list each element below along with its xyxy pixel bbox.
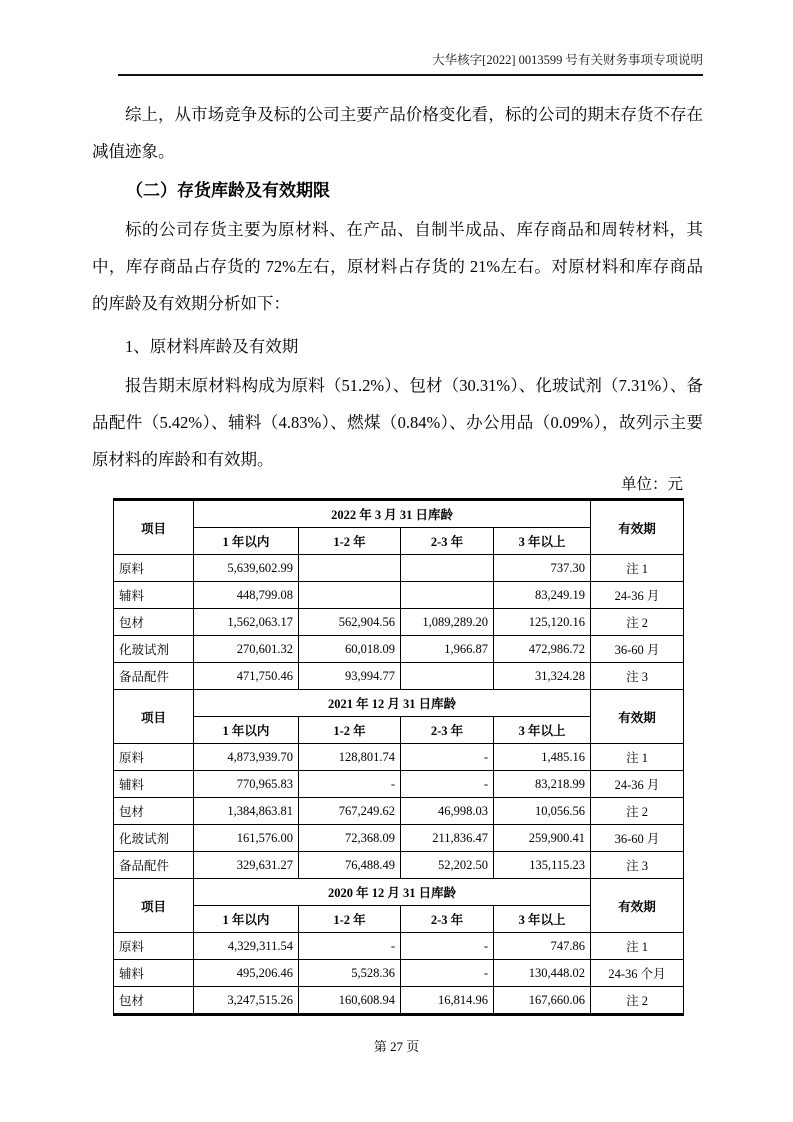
table-row: [114, 960, 684, 987]
content-area: [92, 76, 703, 1016]
cell-age-2-3: 16,814.96: [401, 987, 494, 1015]
cell-age-under1: 329,631.27: [194, 852, 299, 879]
cell-validity: 24-36 月: [591, 771, 684, 798]
cell-item: 备品配件: [114, 663, 194, 690]
cell-age-1-2: 76,488.49: [299, 852, 401, 879]
cell-age-over3: 747.86: [494, 933, 591, 960]
col-header-age-under1: 1 年以内: [194, 528, 299, 555]
table-row: [114, 555, 684, 582]
table-row: [114, 636, 684, 663]
cell-age-over3: 83,218.99: [494, 771, 591, 798]
col-header-item: 项目: [114, 500, 194, 555]
cell-item: 辅料: [114, 960, 194, 987]
cell-age-under1: 270,601.32: [194, 636, 299, 663]
table-row: [114, 663, 684, 690]
table-row: [114, 825, 684, 852]
header-doc-ref: 大华核字[2022] 0013599 号有关财务事项专项说明: [432, 53, 703, 67]
cell-age-2-3: 52,202.50: [401, 852, 494, 879]
subsection-heading: 1、原材料库龄及有效期: [125, 337, 299, 356]
cell-validity: 注 1: [591, 744, 684, 771]
footer-page-number: 第 27 页: [373, 1039, 420, 1054]
col-header-validity: 有效期: [591, 500, 684, 555]
cell-age-over3: 125,120.16: [494, 609, 591, 636]
cell-item: 辅料: [114, 582, 194, 609]
cell-age-under1: 770,965.83: [194, 771, 299, 798]
col-header-validity: 有效期: [591, 879, 684, 933]
cell-age-under1: 495,206.46: [194, 960, 299, 987]
cell-age-over3: 472,986.72: [494, 636, 591, 663]
cell-age-under1: 161,576.00: [194, 825, 299, 852]
col-header-age-over3: 3 年以上: [494, 717, 591, 744]
cell-validity: 注 1: [591, 555, 684, 582]
table-row: [114, 609, 684, 636]
table-row: [114, 852, 684, 879]
cell-age-over3: 1,485.16: [494, 744, 591, 771]
cell-age-under1: 4,873,939.70: [194, 744, 299, 771]
cell-validity: 注 3: [591, 663, 684, 690]
table-header-row: [114, 879, 684, 906]
table-row: [114, 987, 684, 1015]
cell-age-2-3: -: [401, 960, 494, 987]
cell-age-1-2: 72,368.09: [299, 825, 401, 852]
paragraph-composition: 报告期末原材料构成为原料（51.2%）、包材（30.31%）、化玻试剂（7.31%）、备品配件（5.42%）、辅料（4.83%）、燃煤（0.84%）、办公用品（0.09%），故列示主要原材料的库龄和有效期。: [92, 376, 703, 469]
col-header-validity: 有效期: [591, 690, 684, 744]
cell-age-1-2: [299, 555, 401, 582]
cell-age-1-2: 562,904.56: [299, 609, 401, 636]
table-row: [114, 933, 684, 960]
cell-age-2-3: 1,966.87: [401, 636, 494, 663]
cell-item: 原料: [114, 744, 194, 771]
cell-age-2-3: -: [401, 744, 494, 771]
cell-age-over3: 10,056.56: [494, 798, 591, 825]
table-wrapper: [113, 498, 703, 1016]
cell-age-under1: 1,562,063.17: [194, 609, 299, 636]
section-title-2021: 2021 年 12 月 31 日库龄: [194, 690, 591, 717]
cell-age-over3: 83,249.19: [494, 582, 591, 609]
table-row: [114, 798, 684, 825]
cell-age-2-3: [401, 663, 494, 690]
cell-age-1-2: 60,018.09: [299, 636, 401, 663]
cell-age-over3: 31,324.28: [494, 663, 591, 690]
cell-age-1-2: 767,249.62: [299, 798, 401, 825]
cell-age-2-3: 46,998.03: [401, 798, 494, 825]
col-header-item: 项目: [114, 690, 194, 744]
unit-label: 单位：元: [620, 476, 683, 493]
table-header-row: [114, 500, 684, 528]
section-heading: （二）存货库龄及有效期限: [126, 181, 330, 200]
section-title-2022: 2022 年 3 月 31 日库龄: [194, 500, 591, 528]
cell-age-over3: 135,115.23: [494, 852, 591, 879]
cell-item: 包材: [114, 609, 194, 636]
cell-age-2-3: [401, 555, 494, 582]
table-row: [114, 771, 684, 798]
cell-age-1-2: 93,994.77: [299, 663, 401, 690]
cell-age-2-3: [401, 582, 494, 609]
inventory-age-table: [113, 498, 684, 1016]
cell-validity: 24-36 个月: [591, 960, 684, 987]
cell-validity: 注 2: [591, 987, 684, 1015]
cell-age-over3: 167,660.06: [494, 987, 591, 1015]
col-header-age-over3: 3 年以上: [494, 528, 591, 555]
paragraph-summary: 综上，从市场竞争及标的公司主要产品价格变化看，标的公司的期末存货不存在减值迹象。: [92, 105, 703, 161]
cell-age-1-2: -: [299, 771, 401, 798]
cell-age-over3: 130,448.02: [494, 960, 591, 987]
cell-age-2-3: 1,089,289.20: [401, 609, 494, 636]
cell-age-over3: 737.30: [494, 555, 591, 582]
table-header-row: [114, 690, 684, 717]
cell-validity: 36-60 月: [591, 825, 684, 852]
col-header-age-1-2: 1-2 年: [299, 528, 401, 555]
cell-item: 原料: [114, 933, 194, 960]
cell-validity: 注 1: [591, 933, 684, 960]
cell-validity: 注 3: [591, 852, 684, 879]
cell-age-over3: 259,900.41: [494, 825, 591, 852]
cell-age-under1: 4,329,311.54: [194, 933, 299, 960]
cell-age-2-3: -: [401, 771, 494, 798]
cell-item: 辅料: [114, 771, 194, 798]
table-row: [114, 744, 684, 771]
col-header-item: 项目: [114, 879, 194, 933]
cell-age-1-2: -: [299, 933, 401, 960]
cell-validity: 注 2: [591, 609, 684, 636]
cell-validity: 36-60 月: [591, 636, 684, 663]
table-row: [114, 582, 684, 609]
cell-age-2-3: 211,836.47: [401, 825, 494, 852]
col-header-age-under1: 1 年以内: [194, 717, 299, 744]
col-header-age-2-3: 2-3 年: [401, 717, 494, 744]
cell-validity: 24-36 月: [591, 582, 684, 609]
cell-item: 包材: [114, 798, 194, 825]
col-header-age-under1: 1 年以内: [194, 906, 299, 933]
cell-age-under1: 3,247,515.26: [194, 987, 299, 1015]
cell-age-under1: 5,639,602.99: [194, 555, 299, 582]
col-header-age-1-2: 1-2 年: [299, 906, 401, 933]
col-header-age-over3: 3 年以上: [494, 906, 591, 933]
col-header-age-2-3: 2-3 年: [401, 906, 494, 933]
cell-age-1-2: 128,801.74: [299, 744, 401, 771]
cell-item: 备品配件: [114, 852, 194, 879]
cell-age-1-2: [299, 582, 401, 609]
cell-item: 原料: [114, 555, 194, 582]
paragraph-inventory: 标的公司存货主要为原材料、在产品、自制半成品、库存商品和周转材料，其中，库存商品占存货的 72%左右，原材料占存货的 21%左右。对原材料和库存商品的库龄及有效期分析如下：: [92, 220, 703, 313]
cell-age-under1: 471,750.46: [194, 663, 299, 690]
col-header-age-1-2: 1-2 年: [299, 717, 401, 744]
cell-item: 化玻试剂: [114, 825, 194, 852]
cell-age-1-2: 160,608.94: [299, 987, 401, 1015]
cell-age-under1: 1,384,863.81: [194, 798, 299, 825]
cell-age-1-2: 5,528.36: [299, 960, 401, 987]
cell-item: 化玻试剂: [114, 636, 194, 663]
section-title-2020: 2020 年 12 月 31 日库龄: [194, 879, 591, 906]
cell-age-2-3: -: [401, 933, 494, 960]
cell-age-under1: 448,799.08: [194, 582, 299, 609]
cell-validity: 注 2: [591, 798, 684, 825]
cell-item: 包材: [114, 987, 194, 1015]
col-header-age-2-3: 2-3 年: [401, 528, 494, 555]
